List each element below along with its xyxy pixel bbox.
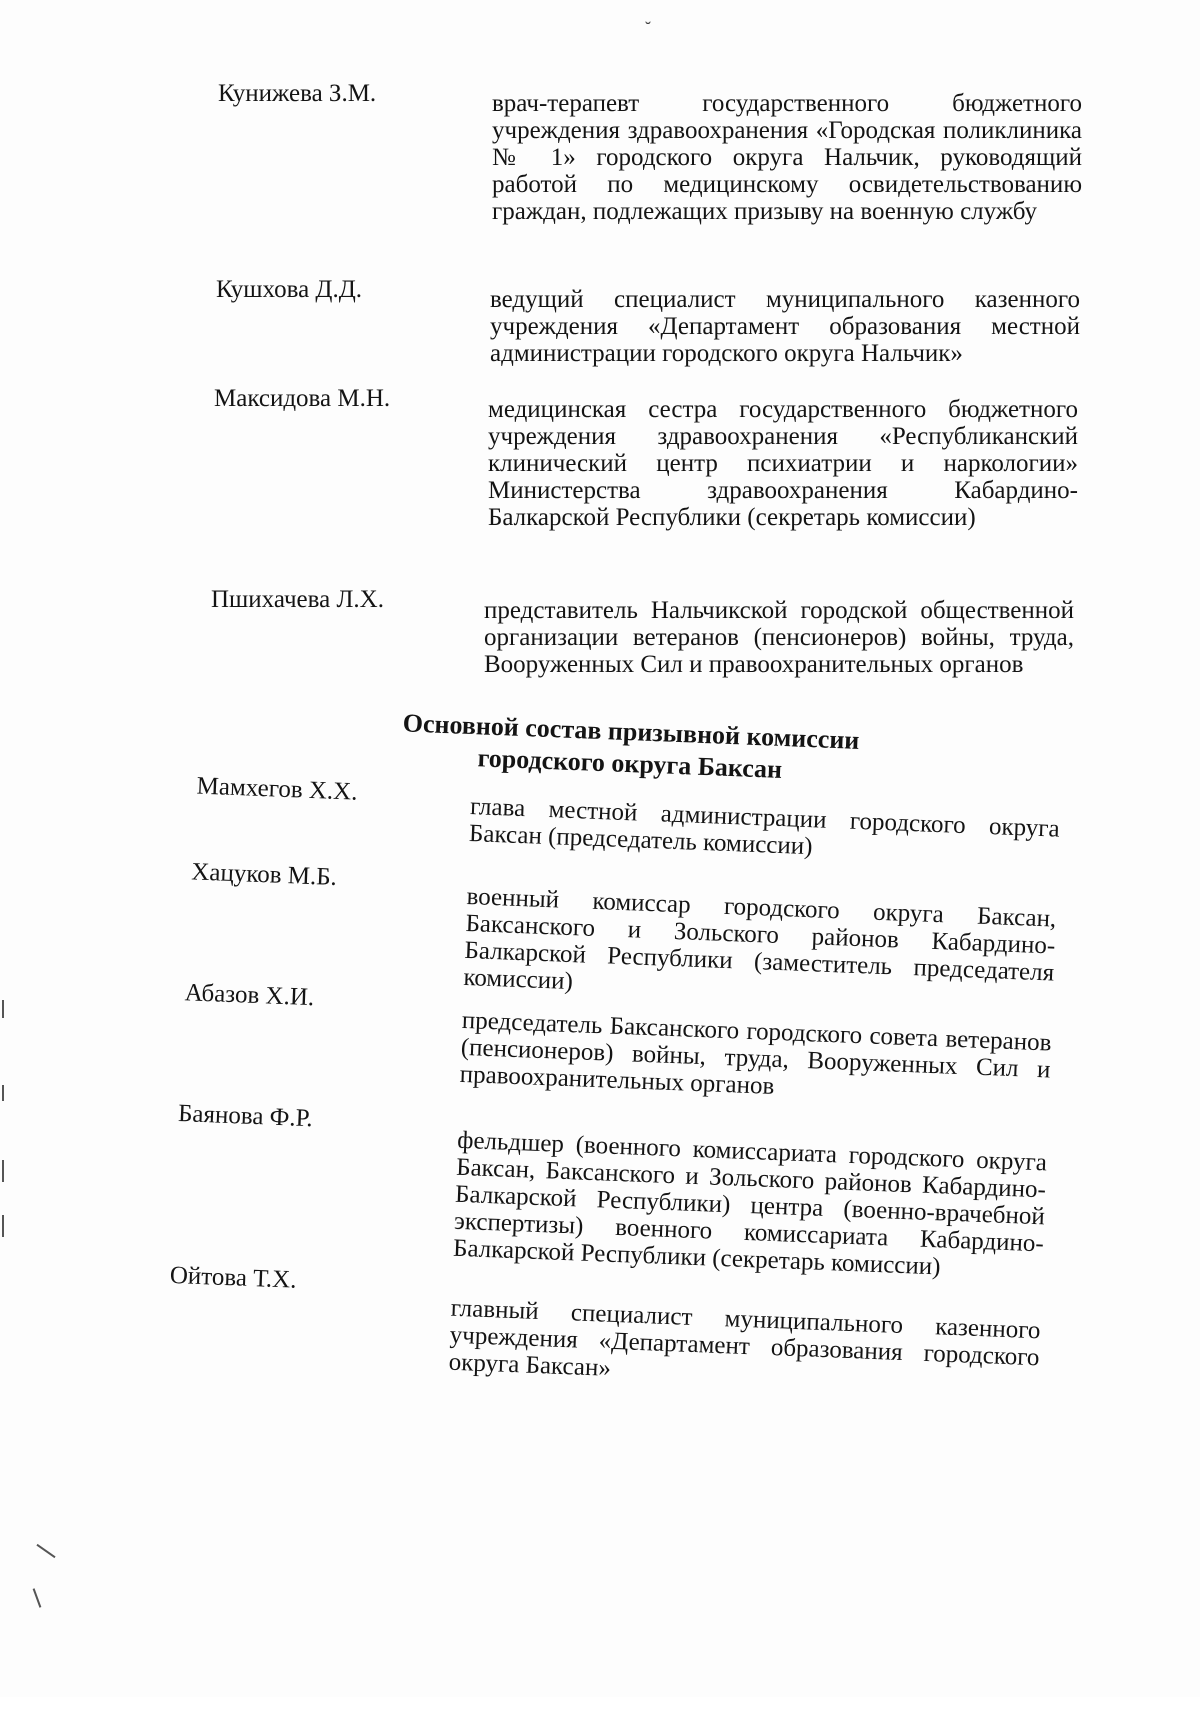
member-role: ведущий специалист муниципального казенного учреждения «Департамент образования местной администрации городского округа Нальчик» (490, 286, 1080, 367)
scan-mark: ˘ (645, 18, 651, 38)
member-role: врач-терапевт государственного бюджетного учреждения здравоохранения «Городская поликлиника № 1» городского округа Нальчик, руководящий работой по медицинскому освидетельствованию граждан, подлежащих призыву на военную службу (492, 90, 1082, 225)
section-title-line2: городского округа Баксан (477, 743, 783, 784)
scan-artifact (2, 1215, 4, 1237)
member-name: Максидова М.Н. (214, 385, 391, 412)
member-name: Кунижева З.М. (218, 80, 377, 107)
member-role: председатель Баксанского городского совета ветеранов (пенсионеров) войны, труда, Вооруженных Сил и правоохранительных органов (459, 1006, 1052, 1100)
member-name: Мамхегов Х.Х. (196, 772, 359, 806)
member-name: Баянова Ф.Р. (177, 1100, 314, 1133)
member-name: Кушхова Д.Д. (216, 276, 363, 303)
section-title-line1: Основной состав призывной комиссии (402, 708, 860, 755)
member-role: глава местной администрации городского округа Баксан (председатель комиссии) (468, 793, 1061, 861)
member-role: фельдшер (военного комиссариата городского округа Баксан, Баксанского и Зольского районов Кабардино-Балкарской Республики) центра (военно-врачебной экспертизы) военного комиссариата Кабардино-Балкарской Республики (секретарь комиссии) (452, 1126, 1048, 1281)
member-name: Ойтова Т.Х. (169, 1261, 298, 1294)
member-role: представитель Нальчикской городской общественной организации ветеранов (пенсионеров) войны, труда, Вооруженных Сил и правоохранительных органов (484, 597, 1074, 678)
member-name: Абазов Х.И. (184, 979, 315, 1012)
scan-artifact (2, 1085, 4, 1101)
member-role: главный специалист муниципального казенного учреждения «Департамент образования городского округа Баксан» (448, 1294, 1041, 1382)
member-name: Пшихачева Л.Х. (211, 586, 384, 613)
scan-artifact (2, 1160, 4, 1182)
member-role: медицинская сестра государственного бюджетного учреждения здравоохранения «Республиканский клинический центр психиатрии и наркологии» Министерства здравоохранения Кабардино-Балкарской Республики (секретарь комиссии) (488, 396, 1078, 531)
scan-artifact (2, 1000, 4, 1018)
member-name: Хацуков М.Б. (190, 858, 338, 891)
member-role: военный комиссар городского округа Баксан, Баксанского и Зольского районов Кабардино-Балкарской Республики (заместитель председателя комиссии) (463, 882, 1057, 996)
